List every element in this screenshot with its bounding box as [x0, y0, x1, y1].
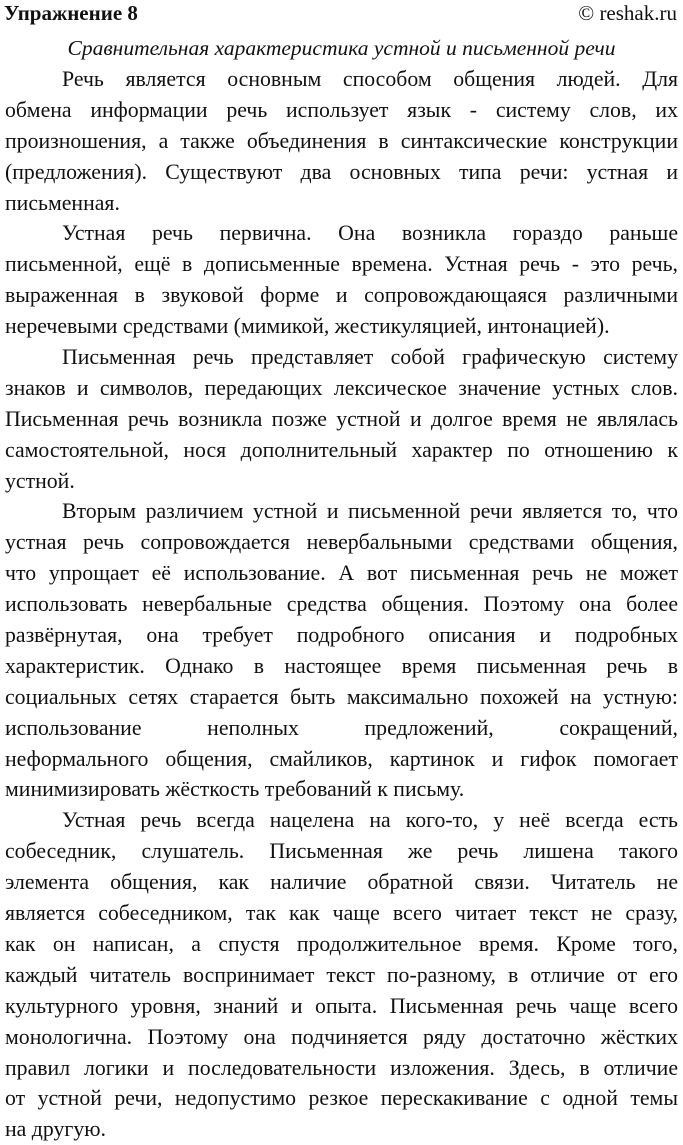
text-line: устной. — [5, 468, 75, 493]
text-line: минимизировать жёсткость требований к письму. — [5, 777, 465, 802]
text-line: на другую. — [5, 1117, 106, 1142]
text-line: что упрощает её использование. А вот письменная речь не может — [5, 561, 678, 586]
text-line: является собеседником, так как чаще всего читает текст не сразу, — [5, 901, 678, 926]
text-line: социальных сетях старается быть максимально похожей на устную: — [5, 684, 678, 709]
text-line: использовать невербальные средства общения. Поэтому она более — [5, 592, 678, 617]
text-line: Вторым различием устной и письменной речи является то, что — [62, 499, 678, 524]
text-line: монологична. Поэтому она подчиняется ряду достаточно жёстких — [5, 1024, 678, 1049]
text-line: каждый читатель воспринимает текст по-разному, в отличие от его — [5, 962, 678, 987]
essay-title: Сравнительная характеристика устной и письменной речи — [67, 36, 616, 60]
text-line: письменной, ещё в дописьменные времена. Устная речь - это речь, — [5, 252, 678, 277]
text-line: выраженная в звуковой форме и сопровождающаяся различными — [5, 283, 678, 308]
text-line: Устная речь первична. Она возникла гораздо раньше — [62, 221, 678, 246]
text-line: развёрнутая, она требует подробного описания и подробных — [5, 623, 678, 648]
paragraph — [5, 218, 678, 342]
paragraph — [5, 342, 678, 496]
text-line: Письменная речь возникла позже устной и долгое время не являлась — [5, 406, 678, 431]
text-line: характеристик. Однако в настоящее время письменная речь в — [5, 653, 678, 678]
page-header — [4, 0, 677, 26]
text-line: использование неполных предложений, сокращений, — [5, 715, 678, 740]
paragraph — [5, 496, 678, 805]
text-line: культурного уровня, знаний и опыта. Письменная речь чаще всего — [5, 993, 678, 1018]
text-line: устная речь сопровождается невербальными средствами общения, — [5, 530, 678, 555]
text-line: как он написан, а спустя продолжительное время. Кроме того, — [5, 931, 678, 956]
text-line: (предложения). Существуют два основных типа речи: устная и — [5, 159, 678, 184]
text-line: Устная речь всегда нацелена на кого-то, у неё всегда есть — [62, 808, 678, 833]
paragraph — [5, 64, 678, 218]
text-line: письменная. — [5, 190, 120, 215]
text-line: самостоятельной, нося дополнительный характер по отношению к — [5, 437, 678, 462]
text-line: элемента общения, как наличие обратной связи. Читатель не — [5, 870, 678, 895]
text-line: неречевыми средствами (мимикой, жестикуляцией, интонацией). — [5, 314, 610, 339]
text-line: неформального общения, смайликов, картинок и гифок помогает — [5, 746, 678, 771]
copyright-label: © reshak.ru — [578, 0, 677, 25]
text-line: произношения, а также объединения в синтаксические конструкции — [5, 128, 678, 153]
text-line: Письменная речь представляет собой графическую систему — [62, 345, 678, 370]
text-line: от устной речи, недопустимо резкое перескакивание с одной темы — [5, 1086, 678, 1111]
text-line: Речь является основным способом общения людей. Для — [62, 67, 678, 91]
text-line: обмена информации речь использует язык - систему слов, их — [5, 97, 678, 122]
text-line: собеседник, слушатель. Письменная же речь лишена такого — [5, 839, 678, 864]
essay-body — [5, 64, 678, 1145]
text-line: правил логики и последовательности изложения. Здесь, в отличие — [5, 1055, 678, 1080]
exercise-title: Упражнение 8 — [4, 0, 138, 25]
text-line: знаков и символов, передающих лексическое значение устных слов. — [5, 375, 678, 400]
paragraph — [5, 805, 678, 1145]
